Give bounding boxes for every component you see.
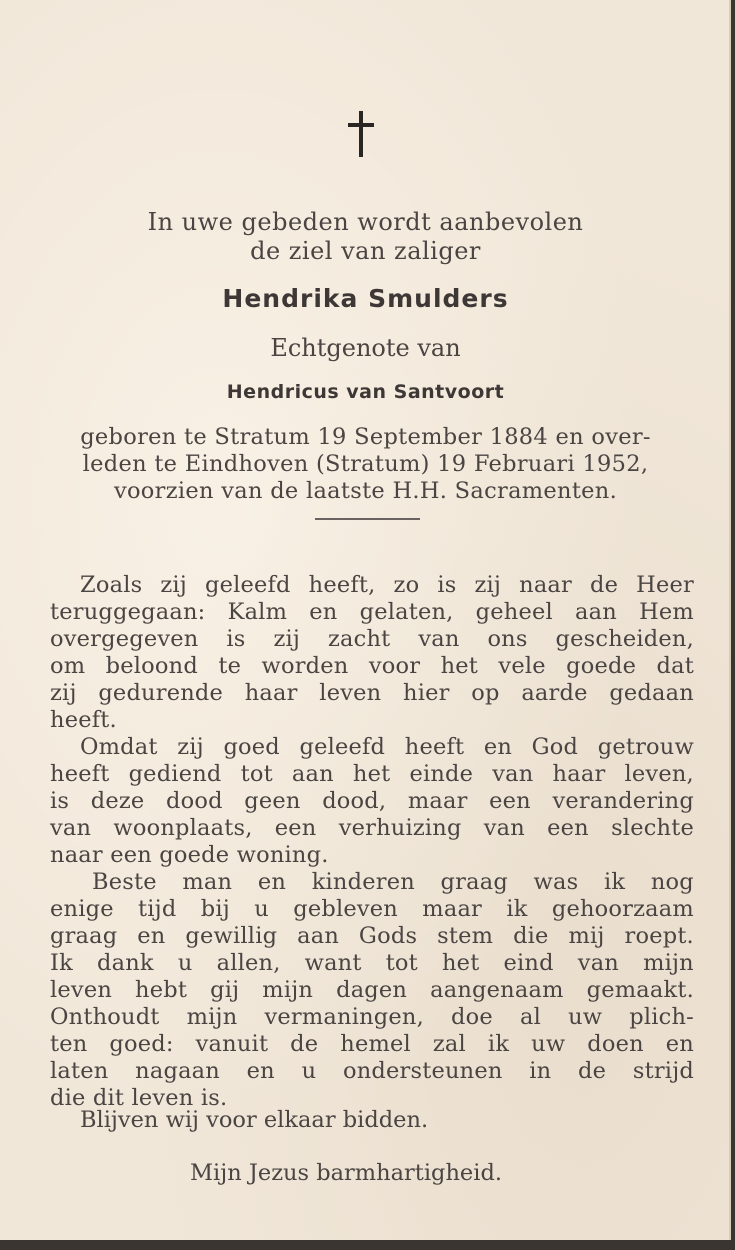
body-line: ten goed: vanuit de hemel zal ik uw doen en <box>50 1031 694 1057</box>
body-text <box>50 572 694 1112</box>
ejaculation-line: Mijn Jezus barmhartigheid. <box>190 1160 503 1186</box>
body-line: leven hebt gij mijn dagen aangenaam gemaakt. <box>50 977 694 1003</box>
body-line: is deze dood geen dood, maar een verandering <box>50 788 694 814</box>
life-line: leden te Eindhoven (Stratum) 19 Februari 1952, <box>82 451 649 477</box>
body-line: Onthoudt mijn vermaningen, doe al uw plich- <box>50 1004 694 1030</box>
body-line: graag en gewillig aan Gods stem die mij roept. <box>50 923 694 949</box>
body-line: van woonplaats, een verhuizing van een slechte <box>50 815 694 841</box>
intro-line: In uwe gebeden wordt aanbevolen <box>147 208 584 236</box>
body-line: die dit leven is. <box>50 1085 228 1111</box>
body-line: Zoals zij geleefd heeft, zo is zij naar de Heer <box>80 572 694 598</box>
body-line: naar een goede woning. <box>50 842 329 868</box>
body-line: heeft. <box>50 707 117 733</box>
closing-line: Blijven wij voor elkaar bidden. <box>80 1107 429 1133</box>
intro-line: de ziel van zaliger <box>250 237 481 265</box>
body-line: teruggegaan: Kalm en gelaten, geheel aan Hem <box>50 599 694 625</box>
body-line: laten nagaan en u ondersteunen in de strijd <box>50 1058 694 1084</box>
body-line: om beloond te worden voor het vele goede dat <box>50 653 694 679</box>
intro-text <box>0 208 731 266</box>
body-line: overgegeven is zij zacht van ons gescheiden, <box>50 626 694 652</box>
body-line: Beste man en kinderen graag was ik nog <box>92 869 694 895</box>
life-dates <box>0 424 731 505</box>
deceased-name: Hendrika Smulders <box>222 284 509 313</box>
life-line: geboren te Stratum 19 September 1884 en over- <box>80 424 651 450</box>
body-line: enige tijd bij u gebleven maar ik gehoorzaam <box>50 896 694 922</box>
spouse-name: Hendricus van Santvoort <box>226 381 505 403</box>
latin-cross-icon <box>345 111 377 159</box>
body-line: zij gedurende haar leven hier op aarde gedaan <box>50 680 694 706</box>
body-line: Ik dank u allen, want tot het eind van mijn <box>50 950 694 976</box>
divider <box>315 518 420 520</box>
life-line: voorzien van de laatste H.H. Sacramenten. <box>113 478 618 504</box>
spouse-label: Echtgenote van <box>270 334 461 362</box>
body-line: Omdat zij goed geleefd heeft en God getrouw <box>80 734 694 760</box>
body-line: heeft gediend tot aan het einde van haar leven, <box>50 761 694 787</box>
